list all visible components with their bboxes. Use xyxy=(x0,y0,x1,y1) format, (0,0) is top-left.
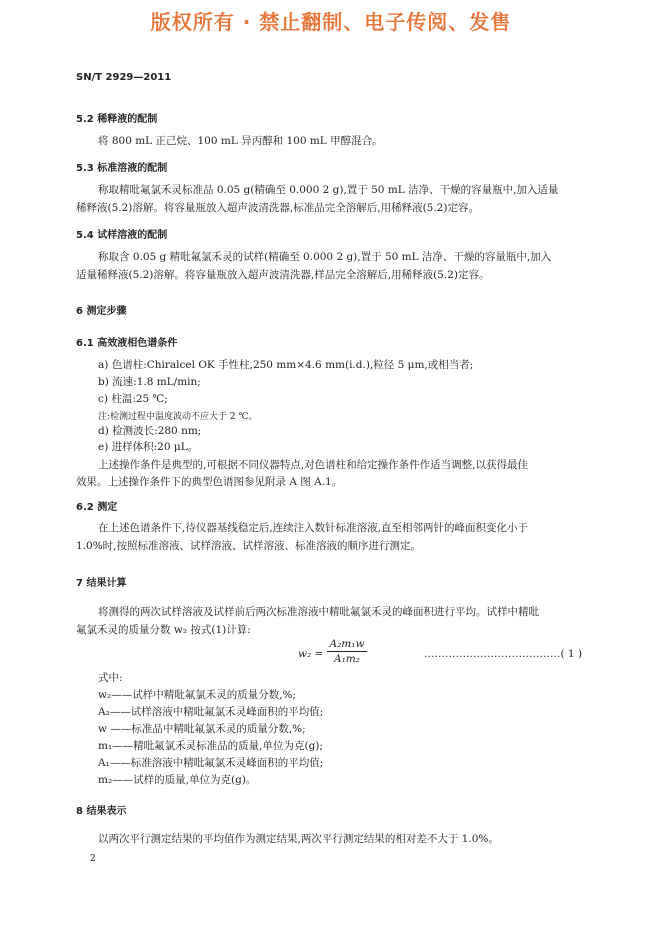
section-7-heading: 7 结果计算 xyxy=(76,578,127,589)
condition-c: c) 柱温:25 ℃; xyxy=(98,393,168,405)
variable-definition: m₁——精吡氟氯禾灵标准品的质量,单位为克(g); xyxy=(98,740,323,752)
section-5-4-line1: 称取含 0.05 g 精吡氟氯禾灵的试样(精确至 0.000 2 g),置于 50 mL 洁净、干燥的容量瓶中,加入 xyxy=(98,251,552,263)
section-5-2-text: 将 800 mL 正己烷、100 mL 异丙醇和 100 mL 甲醇混合。 xyxy=(98,135,383,147)
section-6-1-para-line1: 上述操作条件是典型的,可根据不同仪器特点,对色谱柱和给定操作条件作适当调整,以获得最佳 xyxy=(98,459,529,471)
section-5-3-line2: 稀释液(5.2)溶解。将容量瓶放入超声波清洗器,标准品完全溶解后,用稀释液(5.2)定容。 xyxy=(76,202,479,214)
watermark-banner: 版权所有 · 禁止翻制、电子传阅、发售 xyxy=(150,10,512,34)
section-6-2-line2: 1.0%时,按照标准溶液、试样溶液、试样溶液、标准溶液的顺序进行测定。 xyxy=(76,540,422,552)
document-id: SN/T 2929—2011 xyxy=(76,72,172,83)
condition-e: e) 进样体积:20 μL。 xyxy=(98,441,199,453)
formula-fraction xyxy=(327,638,367,665)
variable-definition: A₁——标准溶液中精吡氟氯禾灵峰面积的平均值; xyxy=(98,757,324,769)
where-label: 式中: xyxy=(98,672,123,684)
section-7-line2: 氟氯禾灵的质量分数 w₂ 按式(1)计算: xyxy=(76,624,251,636)
section-6-1-heading: 6.1 高效液相色谱条件 xyxy=(76,338,178,349)
section-5-3-line1: 称取精吡氟氯禾灵标准品 0.05 g(精确至 0.000 2 g),置于 50 mL 洁净、干燥的容量瓶中,加入适量 xyxy=(98,184,559,196)
section-7-line1: 将测得的两次试样溶液及试样前后两次标准溶液中精吡氟氯禾灵的峰面积进行平均。试样中精吡 xyxy=(98,606,539,618)
section-6-heading: 6 测定步骤 xyxy=(76,306,127,317)
condition-note: 注:检测过程中温度波动不应大于 2 ℃。 xyxy=(98,412,258,422)
section-6-2-heading: 6.2 测定 xyxy=(76,502,118,513)
condition-d: d) 检测波长:280 nm; xyxy=(98,425,202,437)
page-number: 2 xyxy=(90,854,96,864)
condition-a: a) 色谱柱:Chiralcel OK 手性柱,250 mm×4.6 mm(i.d.),粒径 5 μm,或相当者; xyxy=(98,359,474,371)
variable-definition: m₂——试样的质量,单位为克(g)。 xyxy=(98,774,257,786)
formula-lhs: w₂ = xyxy=(298,648,324,660)
section-6-1-para-line2: 效果。上述操作条件下的典型色谱图参见附录 A 图 A.1。 xyxy=(76,476,343,488)
section-6-2-line1: 在上述色谱条件下,待仪器基线稳定后,连续注入数针标准溶液,直至相邻两针的峰面积变化小于 xyxy=(98,522,529,534)
section-5-2-heading: 5.2 稀释液的配制 xyxy=(76,114,158,125)
variable-definition: w₂——试样中精吡氟氯禾灵的质量分数,%; xyxy=(98,689,297,701)
variable-definition: A₂——试样溶液中精吡氟氯禾灵峰面积的平均值; xyxy=(98,706,324,718)
formula-numerator: A₂m₁w xyxy=(327,638,367,652)
section-8-heading: 8 结果表示 xyxy=(76,806,127,817)
section-8-text: 以两次平行测定结果的平均值作为测定结果,两次平行测定结果的相对差不大于 1.0%。 xyxy=(98,833,499,845)
section-5-3-heading: 5.3 标准溶液的配制 xyxy=(76,163,168,174)
variable-definition: w ——标准品中精吡氟氯禾灵的质量分数,%; xyxy=(98,723,306,735)
section-5-4-heading: 5.4 试样溶液的配制 xyxy=(76,230,168,241)
formula-denominator: A₁m₂ xyxy=(334,653,360,665)
section-5-4-line2: 适量稀释液(5.2)溶解。将容量瓶放入超声波清洗器,样品完全溶解后,用稀释液(5.2)定容。 xyxy=(76,269,490,281)
condition-b: b) 流速:1.8 mL/min; xyxy=(98,376,201,388)
formula-number: …………………………………( 1 ) xyxy=(424,648,583,660)
